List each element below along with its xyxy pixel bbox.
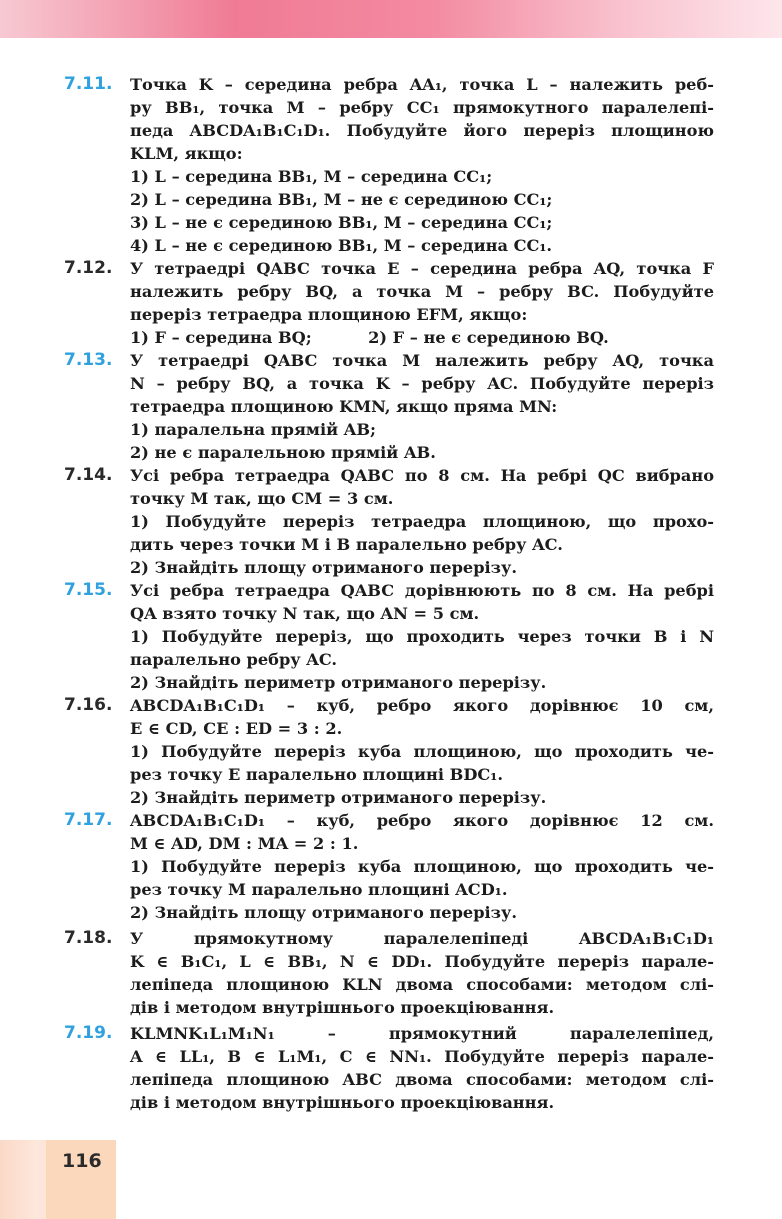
- exercise-7-13: [64, 349, 714, 464]
- exercise-line: ABCDA₁B₁C₁D₁ – куб, ребро якого дорівнює 10 см,: [130, 696, 714, 715]
- exercise-text: [130, 1022, 714, 1114]
- exercise-line: дів і методом внутрішнього проекціювання.: [130, 1093, 555, 1112]
- exercise-7-11: [64, 73, 714, 257]
- exercise-line: 1) Побудуйте переріз куба площиною, що проходить че-: [130, 742, 714, 761]
- exercise-text: [130, 73, 714, 257]
- exercise-7-14: [64, 464, 714, 579]
- exercise-text: [130, 809, 714, 924]
- exercise-line: лепіпеда площиною ABC двома способами: методом слі-: [130, 1070, 714, 1089]
- exercise-line: E ∈ CD, CE : ED = 3 : 2.: [130, 719, 343, 738]
- exercise-number: 7.19.: [64, 1023, 113, 1043]
- exercise-line: паралельно ребру AC.: [130, 650, 338, 669]
- exercise-line: KLM, якщо:: [130, 144, 243, 163]
- exercise-line: точку M так, що CM = 3 см.: [130, 489, 394, 508]
- exercise-line: M ∈ AD, DM : MA = 2 : 1.: [130, 834, 359, 853]
- exercise-line: 2) Знайдіть площу отриманого перерізу.: [130, 903, 517, 922]
- exercise-line: KLMNK₁L₁M₁N₁ – прямокутний паралелепіпед,: [130, 1024, 714, 1043]
- exercise-7-16: [64, 694, 714, 809]
- top-decorative-band: [0, 0, 782, 38]
- page-number: 116: [62, 1150, 102, 1172]
- exercise-line: рез точку M паралельно площині ACD₁.: [130, 880, 508, 899]
- exercise-7-12: [64, 257, 714, 349]
- exercise-text: [130, 694, 714, 809]
- exercise-text: [130, 464, 714, 579]
- exercise-line: Усі ребра тетраедра QABC по 8 см. На ребрі QC вибрано: [130, 466, 714, 485]
- exercise-line: 2) Знайдіть периметр отриманого перерізу.: [130, 788, 547, 807]
- exercise-number: 7.13.: [64, 350, 113, 370]
- exercise-line: K ∈ B₁C₁, L ∈ BB₁, N ∈ DD₁. Побудуйте переріз парале-: [130, 952, 714, 971]
- exercise-number: 7.14.: [64, 465, 113, 485]
- exercise-line: 1) Побудуйте переріз тетраедра площиною, що прохо-: [130, 512, 714, 531]
- exercise-line: належить ребру BQ, а точка M – ребру BC. Побудуйте: [130, 282, 714, 301]
- exercise-line: У тетраедрі QABC точка M належить ребру AQ, точка: [130, 351, 714, 370]
- exercise-line: 2) Знайдіть периметр отриманого перерізу.: [130, 673, 547, 692]
- exercise-line: 2) Знайдіть площу отриманого перерізу.: [130, 558, 517, 577]
- exercise-7-17: [64, 809, 714, 924]
- exercise-line: 3) L – не є серединою BB₁, M – середина CC₁;: [130, 213, 553, 232]
- exercise-text: [130, 579, 714, 694]
- exercise-number: 7.15.: [64, 580, 113, 600]
- exercise-line: 4) L – не є серединою BB₁, M – середина CC₁.: [130, 236, 553, 255]
- exercise-line: 1) Побудуйте переріз куба площиною, що проходить че-: [130, 857, 714, 876]
- exercise-line: 2) L – середина BB₁, M – не є серединою CC₁;: [130, 190, 553, 209]
- exercise-line: У тетраедрі QABC точка E – середина ребра AQ, точка F: [130, 259, 714, 278]
- exercise-number: 7.12.: [64, 258, 113, 278]
- exercise-number: 7.18.: [64, 928, 113, 948]
- exercise-line: лепіпеда площиною KLN двома способами: методом слі-: [130, 975, 714, 994]
- exercise-line: тетраедра площиною KMN, якщо пряма MN:: [130, 397, 558, 416]
- exercise-line: 2) не є паралельною прямій AB.: [130, 443, 436, 462]
- exercise-line: рез точку E паралельно площині BDC₁.: [130, 765, 504, 784]
- exercise-number: 7.11.: [64, 74, 113, 94]
- exercise-line: Точка K – середина ребра AA₁, точка L – належить реб-: [130, 75, 714, 94]
- exercise-text: [130, 927, 714, 1019]
- exercise-line: Усі ребра тетраедра QABC дорівнюють по 8 см. На ребрі: [130, 581, 714, 600]
- exercise-7-19: [64, 1022, 714, 1114]
- exercise-number: 7.17.: [64, 810, 113, 830]
- exercise-text: [130, 349, 714, 464]
- exercise-line: ABCDA₁B₁C₁D₁ – куб, ребро якого дорівнює 12 см.: [130, 811, 714, 830]
- exercise-list: [64, 73, 714, 1114]
- exercise-line: 1) Побудуйте переріз, що проходить через точки B і N: [130, 627, 714, 646]
- exercise-line: У прямокутному паралелепіпеді ABCDA₁B₁C₁D₁: [130, 929, 714, 948]
- exercise-line: N – ребру BQ, а точка K – ребру AC. Побудуйте переріз: [130, 374, 714, 393]
- exercise-line: ру BB₁, точка M – ребру CC₁ прямокутного паралелепі-: [130, 98, 714, 117]
- exercise-line: 1) F – середина BQ; 2) F – не є серединою BQ.: [130, 328, 609, 347]
- exercise-number: 7.16.: [64, 695, 113, 715]
- exercise-line: A ∈ LL₁, B ∈ L₁M₁, C ∈ NN₁. Побудуйте переріз парале-: [130, 1047, 714, 1066]
- exercise-line: дить через точки M і B паралельно ребру AC.: [130, 535, 563, 554]
- exercise-7-15: [64, 579, 714, 694]
- exercise-line: педа ABCDA₁B₁C₁D₁. Побудуйте його переріз площиною: [130, 121, 714, 140]
- exercise-line: дів і методом внутрішнього проекціювання.: [130, 998, 555, 1017]
- exercise-line: 1) паралельна прямій AB;: [130, 420, 376, 439]
- exercise-line: 1) L – середина BB₁, M – середина CC₁;: [130, 167, 493, 186]
- exercise-text: [130, 257, 714, 349]
- exercise-line: QA взято точку N так, що AN = 5 см.: [130, 604, 480, 623]
- exercise-7-18: [64, 927, 714, 1019]
- exercise-line: переріз тетраедра площиною EFM, якщо:: [130, 305, 528, 324]
